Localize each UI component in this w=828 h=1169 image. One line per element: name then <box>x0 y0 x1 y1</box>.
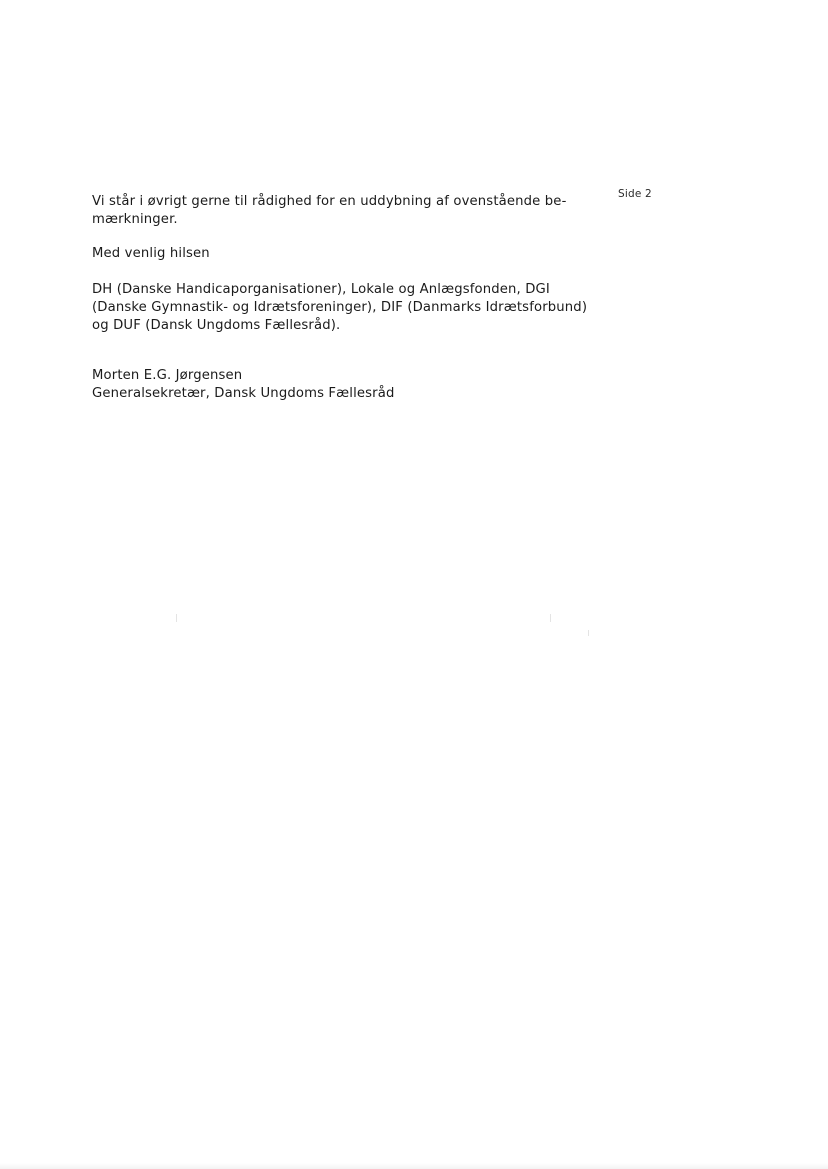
offer-paragraph-line-2: mærkninger. <box>92 212 178 227</box>
page-number: Side 2 <box>618 188 652 200</box>
scan-artifact <box>550 614 551 622</box>
signer-title: Generalsekretær, Dansk Ungdoms Fællesråd <box>92 386 395 401</box>
signatory-line-2: (Danske Gymnastik- og Idrætsforeninger), DIF (Danmarks Idrætsforbund) <box>92 300 588 315</box>
signatory-organizations <box>92 281 612 335</box>
signer-name: Morten E.G. Jørgensen <box>92 368 243 383</box>
signatory-line-3: og DUF (Dansk Ungdoms Fællesråd). <box>92 318 341 333</box>
offer-paragraph-line-1: Vi står i øvrigt gerne til rådighed for en uddybning af ovenstående be- <box>92 194 567 209</box>
scan-artifact <box>588 630 589 636</box>
closing-greeting <box>92 245 612 263</box>
signature-block <box>92 367 612 403</box>
scan-artifact <box>176 614 177 622</box>
offer-paragraph <box>92 193 612 229</box>
scan-bottom-edge <box>0 1163 828 1169</box>
closing-greeting-text: Med venlig hilsen <box>92 246 210 261</box>
signatory-line-1: DH (Danske Handicaporganisationer), Lokale og Anlægsfonden, DGI <box>92 282 550 297</box>
